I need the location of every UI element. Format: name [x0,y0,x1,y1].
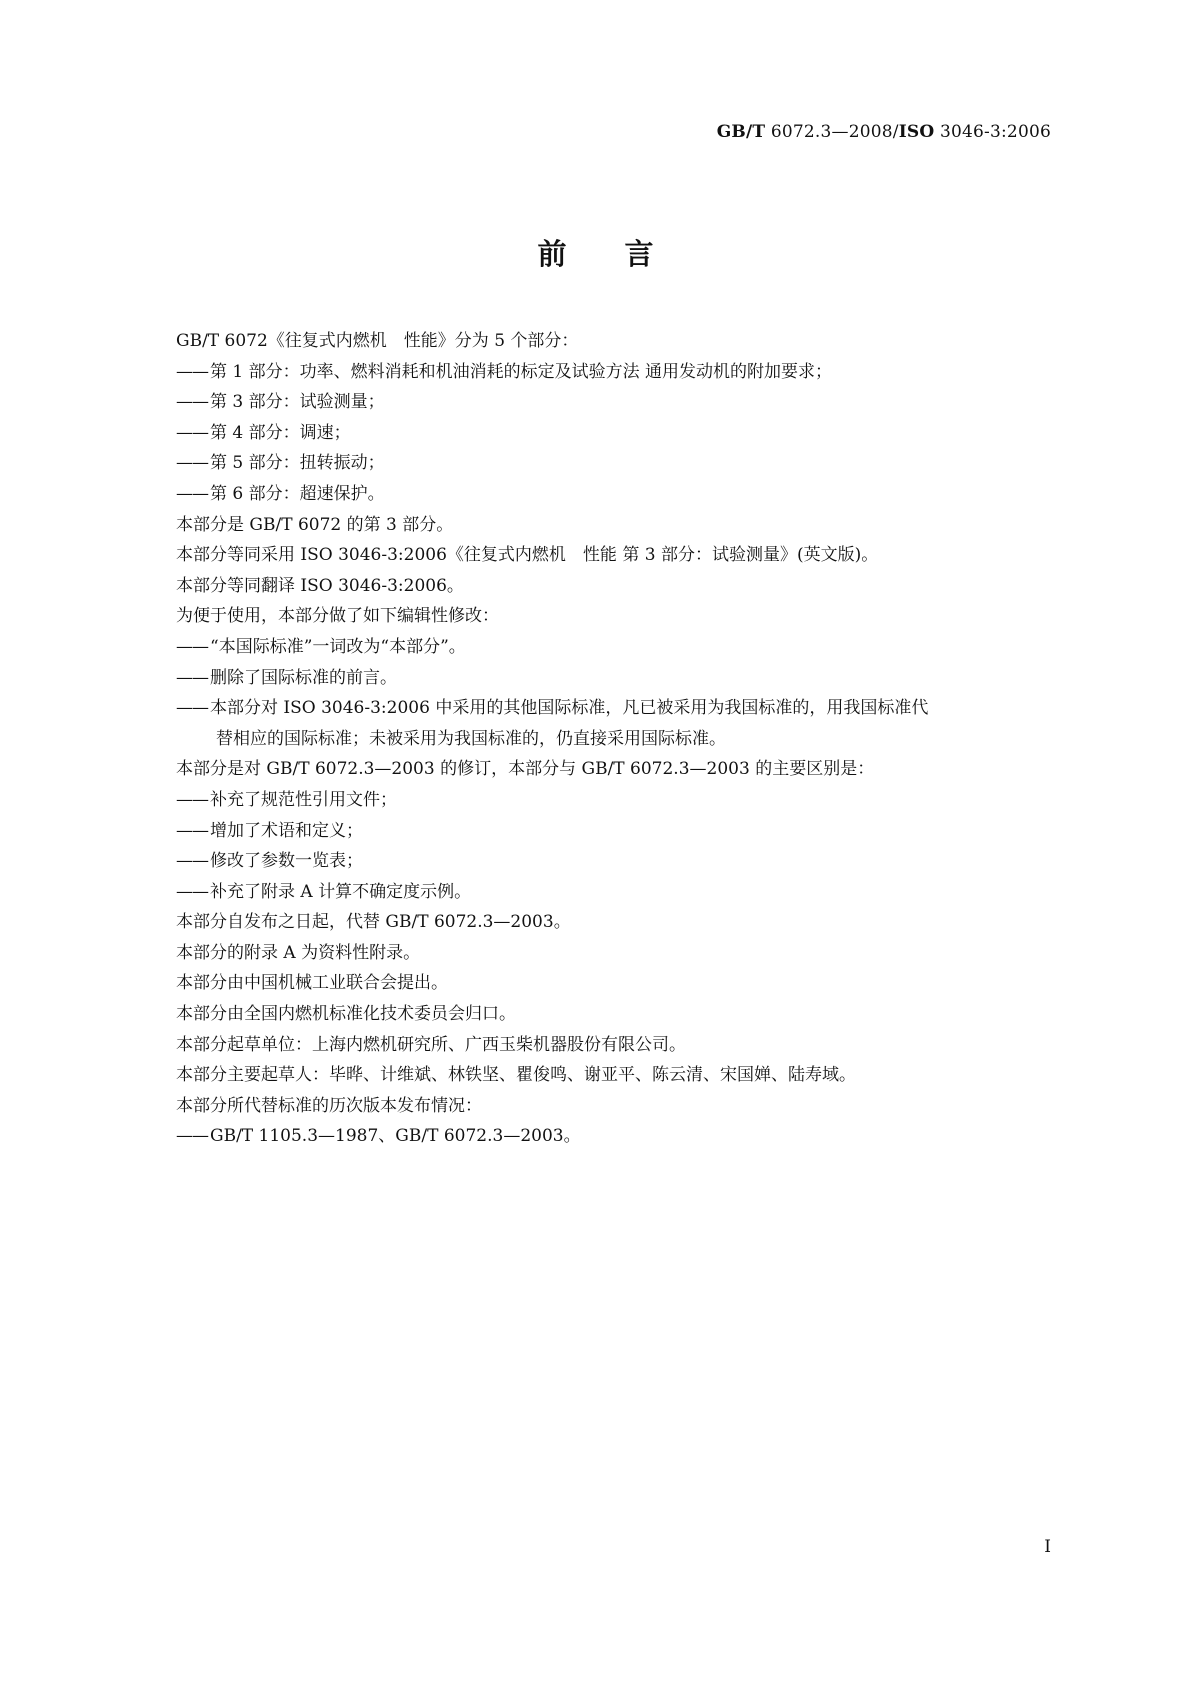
line-text: 第 4 部分：调速； [210,422,351,443]
list-item [176,479,1056,510]
line-text: 本部分由全国内燃机标准化技术委员会归口。 [176,1004,516,1025]
line-text: 第 3 部分：试验测量； [210,392,385,413]
line-text: 替相应的国际标准；未被采用为我国标准的，仍直接采用国际标准。 [216,728,726,749]
page-number: I [1044,1537,1051,1557]
list-item [176,448,1056,479]
paragraph-line [176,907,1056,938]
line-text: GB/T 1105.3—1987、GB/T 6072.3—2003。 [210,1126,581,1147]
list-dash: —— [176,422,208,443]
line-text: 本部分自发布之日起，代替 GB/T 6072.3—2003。 [176,912,571,933]
paragraph-line [176,754,1056,785]
line-text: 本部分所代替标准的历次版本发布情况： [176,1095,482,1116]
paragraph-line [176,724,1056,755]
paragraph-line [176,601,1056,632]
line-text: GB/T 6072《往复式内燃机 性能》分为 5 个部分： [176,331,579,351]
list-item [176,357,1056,388]
list-dash: —— [176,851,208,872]
line-text: 为便于使用，本部分做了如下编辑性修改： [176,606,499,627]
line-text: 第 6 部分：超速保护。 [210,483,385,504]
header-gbt: GB/T [716,122,766,142]
list-dash: —— [176,1126,208,1147]
page-title: 前言 [537,237,712,271]
line-text: 第 1 部分：功率、燃料消耗和机油消耗的标定及试验方法 通用发动机的附加要求； [210,361,833,382]
list-item [176,785,1056,816]
line-text: 本部分是对 GB/T 6072.3—2003 的修订，本部分与 GB/T 6072.3—2003 的主要区别是： [176,759,875,780]
line-text: 本部分由中国机械工业联合会提出。 [176,973,448,994]
list-dash: —— [176,789,208,810]
line-text: 删除了国际标准的前言。 [210,667,397,688]
paragraph-line [176,510,1056,541]
line-text: 本部分的附录 A 为资料性附录。 [176,942,421,963]
list-item [176,632,1056,663]
paragraph-line [176,571,1056,602]
list-item [176,816,1056,847]
list-item [176,693,1056,724]
line-text: 本部分起草单位：上海内燃机研究所、广西玉柴机器股份有限公司。 [176,1034,686,1055]
list-item [176,877,1056,908]
list-item [176,663,1056,694]
document-code-header [717,122,1051,142]
line-text: “本国际标准”一词改为“本部分”。 [210,636,466,657]
list-dash: —— [176,820,208,841]
line-text: 补充了规范性引用文件； [210,789,397,810]
paragraph-line [176,1091,1056,1122]
line-text: 本部分是 GB/T 6072 的第 3 部分。 [176,514,454,535]
line-text: 增加了术语和定义； [210,820,363,841]
paragraph-line [176,968,1056,999]
list-dash: —— [176,667,208,688]
header-iso: ISO [898,122,935,142]
list-dash: —— [176,698,208,719]
line-text: 修改了参数一览表； [210,851,363,872]
paragraph-line [176,1030,1056,1061]
list-dash: —— [176,453,208,474]
paragraph-line [176,938,1056,969]
line-text: 本部分对 ISO 3046-3:2006 中采用的其他国际标准，凡已被采用为我国标准的，用我国标准代 [210,698,929,719]
list-dash: —— [176,881,208,902]
paragraph-line [176,1060,1056,1091]
list-dash: —— [176,392,208,413]
list-item [176,387,1056,418]
foreword-body [176,326,1056,1152]
line-text: 补充了附录 A 计算不确定度示例。 [210,881,472,902]
line-text: 本部分主要起草人：毕晔、计维斌、林铁坚、瞿俊鸣、谢亚平、陈云清、宋国婵、陆寿域。 [176,1065,856,1086]
list-dash: —— [176,483,208,504]
list-item [176,1121,1056,1152]
list-dash: —— [176,361,208,382]
paragraph-line [176,326,1056,357]
list-item [176,418,1056,449]
list-item [176,846,1056,877]
line-text: 第 5 部分：扭转振动； [210,453,385,474]
paragraph-line [176,540,1056,571]
line-text: 本部分等同翻译 ISO 3046-3:2006。 [176,575,464,596]
line-text: 本部分等同采用 ISO 3046-3:2006《往复式内燃机 性能 第 3 部分：试验测量》(英文版)。 [176,545,879,566]
header-iso-number: 3046-3:2006 [934,122,1051,142]
paragraph-line [176,999,1056,1030]
list-dash: —— [176,636,208,657]
header-standard-number: 6072.3—2008/ [765,122,899,142]
